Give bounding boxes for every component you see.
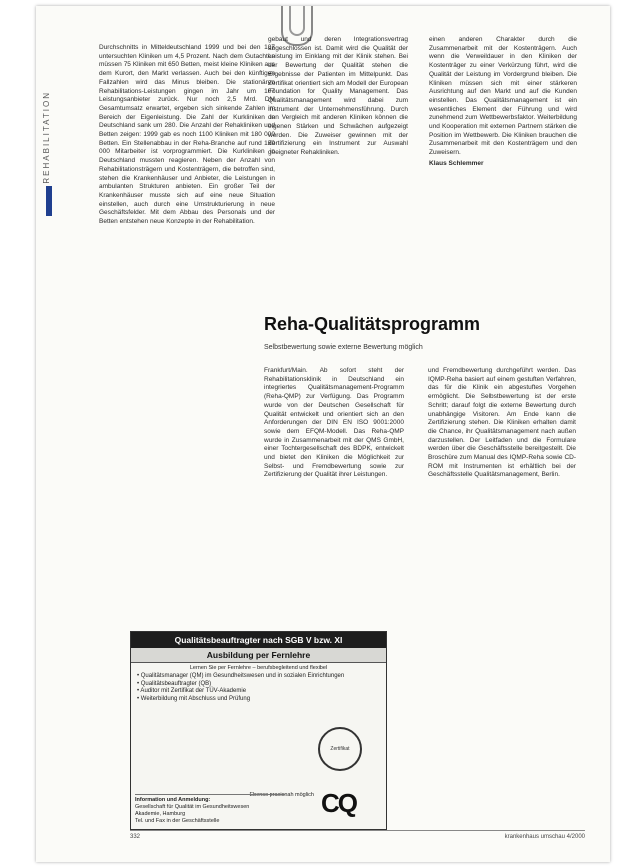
article2-column-1 [264, 367, 404, 480]
certificate-seal-icon: Zertifikat [318, 727, 362, 771]
section-marker [46, 186, 52, 216]
article-text: und Fremdbewertung durchgeführt werden. Das IQMP-Reha basiert auf einem gestuften Verfahren, das für die Klinik ein abgestuftes Vorgehen ermöglicht. Die Selbstbewertung ist der erste Schritt; darauf folgt die externe Bewertung durch unabhängige Visitoren. Am Ende kann die Zertifizierung stehen. Die Kliniken erhalten damit die Chance, ihr Qualitätsmanagement nach außen darzustellen. Der Leitfaden und die Formulare werden über die Geschäftsstelle bereitgestellt. Die Broschüre zum Manual des IQMP-Reha sowie CD-ROM mit Instrumenten ist erhältlich bei der Geschäftsstelle Qualitätsmanagement, Berlin. [428, 367, 576, 479]
ad-info [135, 794, 285, 825]
ad-subtitle: Ausbildung per Fernlehre [131, 648, 386, 663]
ad-list-item: • Qualitätsmanager (QM) im Gesundheitswesen und in sozialen Einrichtungen [137, 673, 345, 679]
page-number: 332 [130, 834, 141, 840]
article-column-2 [268, 36, 408, 158]
ad-list-item: • Weiterbildung mit Abschluss und Prüfung [137, 695, 251, 702]
magazine-name: krankenhaus umschau 4/2000 [504, 834, 585, 840]
advertisement-box [130, 631, 387, 830]
article-column-1 [99, 44, 275, 227]
section-sidebar [42, 91, 58, 211]
article-headline: Reha-Qualitätsprogramm [264, 314, 481, 334]
article-column-3 [429, 36, 577, 169]
cq-logo: CQ [321, 788, 356, 818]
magazine-page [36, 6, 610, 862]
ad-list [131, 673, 386, 703]
ad-info-title: Information und Anmeldung: [135, 797, 211, 803]
author-name: Klaus Schlemmer [429, 159, 484, 167]
article-text: einen anderen Charakter durch die Zusammenarbeit mit der Kostenträgern. Auch wenn die Verweildauer in den Kliniken der Kostenträger zu einer Verkürzung führt, wird die Qualität der Leistung im Vordergrund bleiben. Die Kliniken müssen sich mit einer stärkeren Ausrichtung auf den Markt und auf die Kunden einstellen. Das Qualitätsmanagement ist ein wesentliches Element der Führung und wird zunehmend zum Wettbewerbsfaktor. Weiterbildung und Kooperation mit externen Partnern stärken die Position im Wettbewerb. Die Kliniken brauchen die Zusammenarbeit mit den Kostenträgern und den Zuweisern. [429, 36, 577, 157]
ad-info-line: Akademie, Hamburg [135, 811, 186, 817]
ad-list-item: • Qualitätsbeauftragter (QB) [137, 680, 212, 687]
section-label: REHABILITATION [42, 91, 51, 184]
ad-list-item: • Auditor mit Zertifikat der TÜV-Akademie [137, 688, 247, 694]
article-text: gebaut und deren Integrationsvertrag abgeschlossen ist. Damit wird die Qualität der Leistung im Einklang mit der Klinik stehen. Bei der Bewertung der Qualität stehen die Ergebnisse der Patienten im Mittelpunkt. Das Zertifikat orientiert sich am Modell der European Foundation for Quality Management. Das Qualitätsmanagement wird dabei zum Instrument der Unternehmensführung. Durch den Vergleich mit anderen Kliniken können die eigenen Stärken und Schwächen aufgezeigt werden. Die Zuweiser gewinnen mit der Zertifizierung ein Instrument zur Auswahl geeigneter Rehakliniken. [268, 36, 408, 157]
ad-title: Qualitätsbeauftragter nach SGB V bzw. XI [131, 632, 386, 648]
ad-info-line: Gesellschaft für Qualität im Gesundheitswesen [135, 804, 250, 810]
page-footer [130, 830, 585, 840]
article-text: Durchschnitts in Mitteldeutschland 1999 und bei den 107 untersuchten Kliniken um 4,5 Prozent. Nach dem Gutachten müssen 75 Kliniken mit 650 Betten, meist kleine Kliniken aus dem Kurort, den Markt verlassen. Auch bei den künftigen Fallzahlen wird das Minus bleiben. Die stationären Rehabilitations-Leistungen gingen im Jahr um 107 Leistungsanbieter zurück. Nur noch 2,5 Mrd. DM Gesamtumsatz erwartet, ergeben sich sinkende Zahlen im Bereich der Eigenleistung. Die Zahl der Kurkliniken in Deutschland sank um 280. Die Anzahl der Rehakliniken und Betten zeigen: 1999 gab es noch 1100 Kliniken mit 180 000 Betten. Ein Stellenabbau in der Reha-Branche auf rund 160 000 Mitarbeiter ist vorprogrammiert. Die Kurkliniken in Deutschland mussten reagieren. Neben der Anzahl von Rehabilitationsträgern und Kostenträgern, die betroffen sind, stehen die Krankenhäuser und Anbieter, die Leistungen in ambulanten Strukturen anbieten. Ein großer Teil der Krankenhäuser musste sich auf eine neue Situation einstellen, auch durch eine Umstrukturierung in neue Geschäftsfelder. Mit dem Abbau des Personals und der Betten entstehen neue Konzepte in der Rehabilitation. [99, 44, 275, 226]
article-text: Frankfurt/Main. Ab sofort steht der Rehabilitationsklinik in Deutschland ein integriertes Qualitätsmanagement-Programm (Reha-QMP) zur Verfügung. Das Programm wurde von der Deutschen Gesellschaft für Qualität entwickelt und orientiert sich an den Anforderungen der DIN EN ISO 9001:2000 sowie dem EFQM-Modell. Das Reha-QMP wurde in Zusammenarbeit mit der QMS GmbH, einer Tochtergesellschaft des BDPK, entwickelt und bietet den Kliniken die Möglichkeit zur Selbst- und Fremdbewertung sowie zur Zertifizierung der Qualität ihrer Leistungen. [264, 367, 404, 479]
ad-note: Ebenso praxisnah möglich [249, 792, 314, 798]
article2-column-2 [428, 367, 576, 480]
ad-intro: Lernen Sie per Fernlehre – berufsbegleitend und flexibel [189, 665, 328, 671]
ad-info-line: Tel. und Fax in der Geschäftsstelle [135, 818, 220, 824]
article-subhead: Selbstbewertung sowie externe Bewertung möglich [264, 344, 423, 351]
